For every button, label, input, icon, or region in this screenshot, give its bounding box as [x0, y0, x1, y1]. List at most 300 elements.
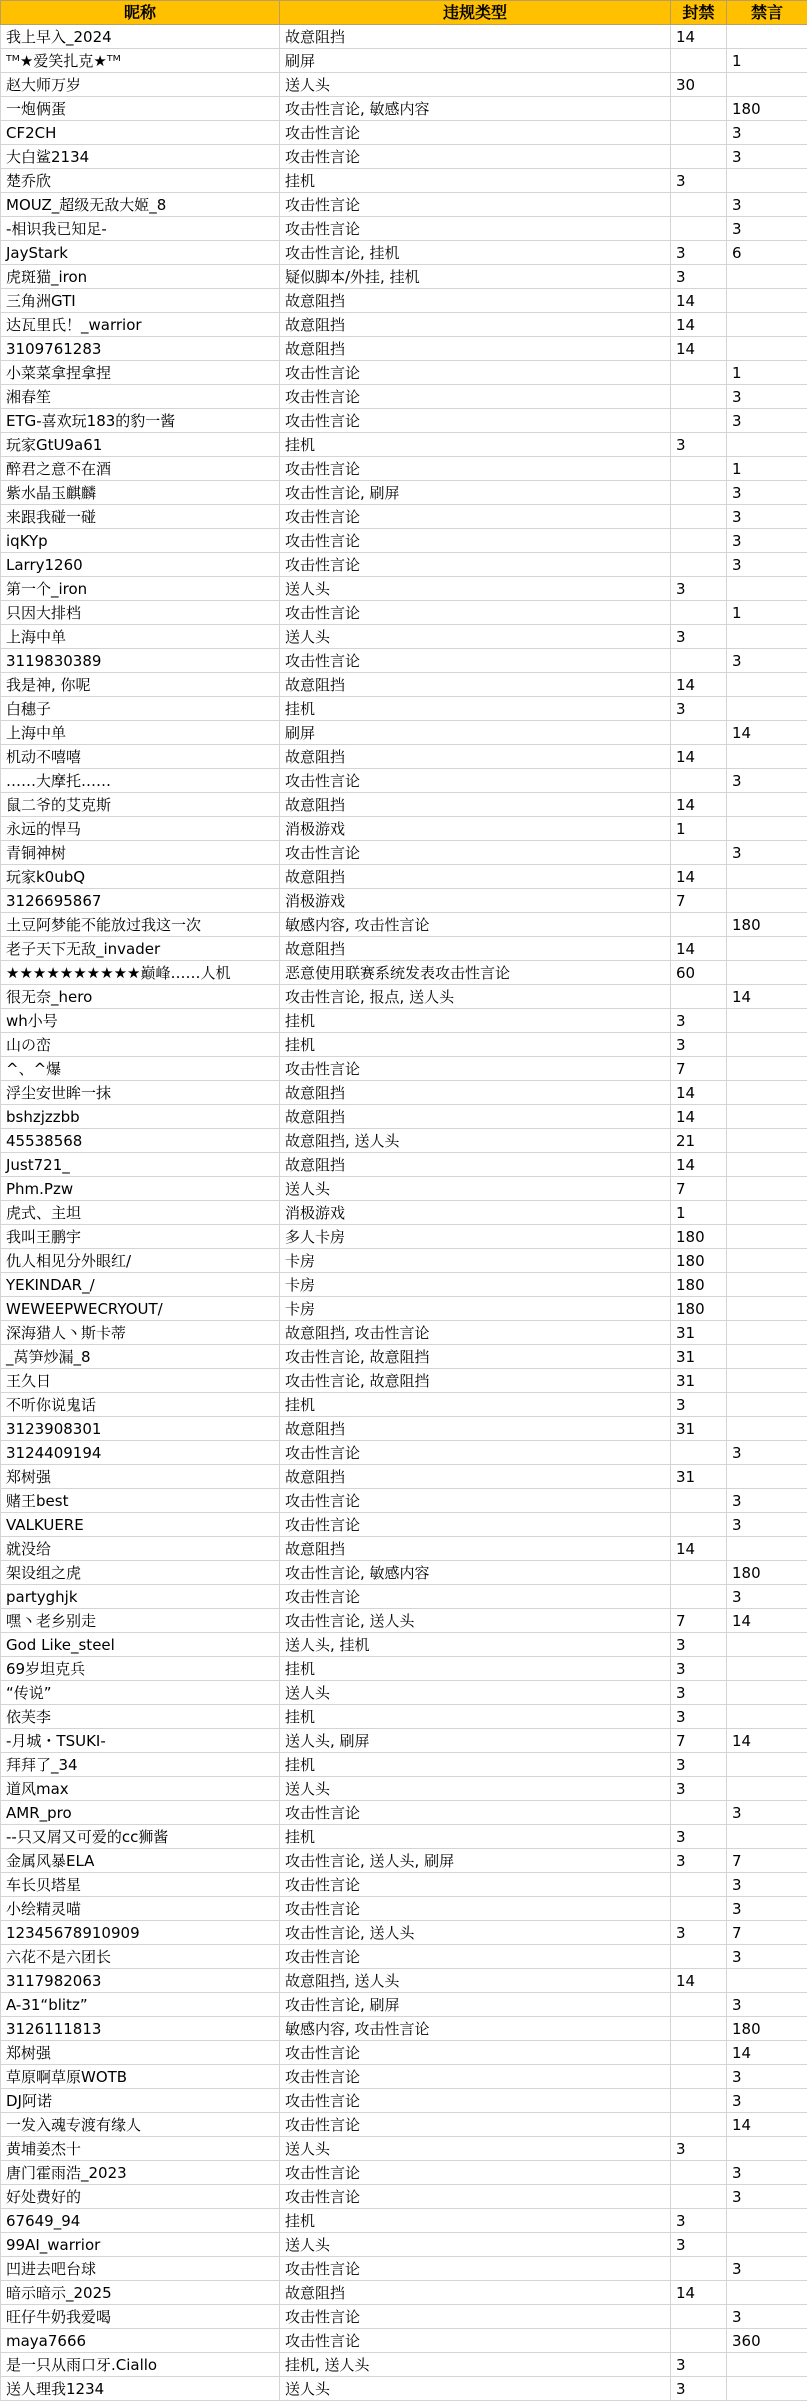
- cell-violation-type[interactable]: 挂机: [280, 1705, 671, 1729]
- cell-mute-days[interactable]: 3: [727, 193, 807, 217]
- cell-ban-days[interactable]: 3: [671, 1681, 727, 1705]
- cell-nickname[interactable]: 仇人相见分外眼红/: [1, 1249, 280, 1273]
- cell-ban-days[interactable]: 14: [671, 1105, 727, 1129]
- cell-nickname[interactable]: 不听你说鬼话: [1, 1393, 280, 1417]
- cell-mute-days[interactable]: 14: [727, 985, 807, 1009]
- cell-mute-days[interactable]: [727, 1369, 807, 1393]
- cell-nickname[interactable]: 嘿丶老乡别走: [1, 1609, 280, 1633]
- cell-ban-days[interactable]: 14: [671, 937, 727, 961]
- cell-violation-type[interactable]: 故意阻挡: [280, 1537, 671, 1561]
- cell-mute-days[interactable]: [727, 2233, 807, 2257]
- cell-nickname[interactable]: 3126111813: [1, 2017, 280, 2041]
- cell-violation-type[interactable]: 故意阻挡: [280, 289, 671, 313]
- cell-ban-days[interactable]: [671, 1945, 727, 1969]
- cell-ban-days[interactable]: 3: [671, 1657, 727, 1681]
- cell-ban-days[interactable]: 31: [671, 1369, 727, 1393]
- cell-nickname[interactable]: 赌王best: [1, 1489, 280, 1513]
- cell-mute-days[interactable]: [727, 1009, 807, 1033]
- cell-nickname[interactable]: 拜拜了_34: [1, 1753, 280, 1777]
- cell-violation-type[interactable]: 挂机: [280, 1393, 671, 1417]
- cell-nickname[interactable]: 一炮俩蛋: [1, 97, 280, 121]
- cell-ban-days[interactable]: [671, 2017, 727, 2041]
- cell-ban-days[interactable]: 7: [671, 1177, 727, 1201]
- cell-nickname[interactable]: 浮尘安世眸一抹: [1, 1081, 280, 1105]
- cell-violation-type[interactable]: 攻击性言论: [280, 1585, 671, 1609]
- cell-nickname[interactable]: 就没给: [1, 1537, 280, 1561]
- cell-mute-days[interactable]: 3: [727, 529, 807, 553]
- cell-nickname[interactable]: 3123908301: [1, 1417, 280, 1441]
- cell-mute-days[interactable]: 7: [727, 1921, 807, 1945]
- cell-mute-days[interactable]: [727, 169, 807, 193]
- cell-violation-type[interactable]: 故意阻挡: [280, 1105, 671, 1129]
- cell-nickname[interactable]: DJ阿诺: [1, 2089, 280, 2113]
- cell-nickname[interactable]: ETG-喜欢玩183的豹一酱: [1, 409, 280, 433]
- cell-nickname[interactable]: Larry1260: [1, 553, 280, 577]
- cell-nickname[interactable]: 鼠二爷的艾克斯: [1, 793, 280, 817]
- cell-violation-type[interactable]: 攻击性言论: [280, 217, 671, 241]
- cell-nickname[interactable]: VALKUERE: [1, 1513, 280, 1537]
- cell-violation-type[interactable]: 攻击性言论, 送人头: [280, 1921, 671, 1945]
- cell-violation-type[interactable]: 故意阻挡: [280, 25, 671, 49]
- cell-violation-type[interactable]: 故意阻挡: [280, 313, 671, 337]
- cell-mute-days[interactable]: [727, 337, 807, 361]
- cell-ban-days[interactable]: 14: [671, 865, 727, 889]
- cell-mute-days[interactable]: [727, 1657, 807, 1681]
- cell-ban-days[interactable]: 3: [671, 169, 727, 193]
- cell-nickname[interactable]: 上海中单: [1, 625, 280, 649]
- cell-ban-days[interactable]: [671, 2113, 727, 2137]
- cell-violation-type[interactable]: 攻击性言论: [280, 2161, 671, 2185]
- cell-mute-days[interactable]: [727, 1249, 807, 1273]
- cell-violation-type[interactable]: 攻击性言论: [280, 193, 671, 217]
- cell-violation-type[interactable]: 攻击性言论: [280, 1897, 671, 1921]
- cell-violation-type[interactable]: 攻击性言论, 刷屏: [280, 481, 671, 505]
- cell-ban-days[interactable]: 14: [671, 2281, 727, 2305]
- cell-ban-days[interactable]: 3: [671, 577, 727, 601]
- cell-nickname[interactable]: 机动不嘻嘻: [1, 745, 280, 769]
- cell-mute-days[interactable]: 3: [727, 385, 807, 409]
- cell-nickname[interactable]: 王久日: [1, 1369, 280, 1393]
- cell-mute-days[interactable]: 3: [727, 505, 807, 529]
- cell-ban-days[interactable]: 3: [671, 1393, 727, 1417]
- cell-mute-days[interactable]: [727, 673, 807, 697]
- cell-mute-days[interactable]: [727, 817, 807, 841]
- cell-nickname[interactable]: 3124409194: [1, 1441, 280, 1465]
- cell-nickname[interactable]: 楚乔欣: [1, 169, 280, 193]
- cell-ban-days[interactable]: [671, 481, 727, 505]
- cell-ban-days[interactable]: [671, 841, 727, 865]
- cell-violation-type[interactable]: 故意阻挡: [280, 865, 671, 889]
- cell-violation-type[interactable]: 送人头: [280, 2233, 671, 2257]
- cell-mute-days[interactable]: 1: [727, 601, 807, 625]
- cell-violation-type[interactable]: 攻击性言论, 送人头: [280, 1609, 671, 1633]
- cell-nickname[interactable]: 玩家GtU9a61: [1, 433, 280, 457]
- cell-ban-days[interactable]: [671, 2089, 727, 2113]
- cell-ban-days[interactable]: 3: [671, 2377, 727, 2401]
- cell-mute-days[interactable]: [727, 1105, 807, 1129]
- cell-ban-days[interactable]: [671, 649, 727, 673]
- cell-nickname[interactable]: 旺仔牛奶我爱喝: [1, 2305, 280, 2329]
- cell-violation-type[interactable]: 攻击性言论: [280, 529, 671, 553]
- cell-ban-days[interactable]: [671, 1441, 727, 1465]
- cell-violation-type[interactable]: 攻击性言论: [280, 2113, 671, 2137]
- cell-violation-type[interactable]: 攻击性言论: [280, 1801, 671, 1825]
- cell-nickname[interactable]: 依芙李: [1, 1705, 280, 1729]
- cell-ban-days[interactable]: 3: [671, 241, 727, 265]
- cell-violation-type[interactable]: 卡房: [280, 1249, 671, 1273]
- cell-mute-days[interactable]: 3: [727, 2161, 807, 2185]
- cell-ban-days[interactable]: 60: [671, 961, 727, 985]
- cell-violation-type[interactable]: 送人头, 刷屏: [280, 1729, 671, 1753]
- cell-nickname[interactable]: 上海中单: [1, 721, 280, 745]
- cell-nickname[interactable]: 我上早入_2024: [1, 25, 280, 49]
- cell-nickname[interactable]: 黄埔姜杰十: [1, 2137, 280, 2161]
- cell-mute-days[interactable]: 3: [727, 1993, 807, 2017]
- cell-violation-type[interactable]: 攻击性言论, 敏感内容: [280, 97, 671, 121]
- cell-mute-days[interactable]: 3: [727, 1945, 807, 1969]
- cell-ban-days[interactable]: 31: [671, 1345, 727, 1369]
- cell-violation-type[interactable]: 故意阻挡: [280, 1417, 671, 1441]
- cell-ban-days[interactable]: [671, 1897, 727, 1921]
- cell-mute-days[interactable]: [727, 1681, 807, 1705]
- cell-mute-days[interactable]: [727, 289, 807, 313]
- cell-ban-days[interactable]: 3: [671, 2353, 727, 2377]
- cell-ban-days[interactable]: 3: [671, 1009, 727, 1033]
- cell-ban-days[interactable]: 3: [671, 2137, 727, 2161]
- cell-violation-type[interactable]: 刷屏: [280, 721, 671, 745]
- cell-ban-days[interactable]: 14: [671, 1537, 727, 1561]
- cell-mute-days[interactable]: [727, 1345, 807, 1369]
- cell-ban-days[interactable]: [671, 2329, 727, 2353]
- cell-mute-days[interactable]: [727, 1825, 807, 1849]
- cell-violation-type[interactable]: 挂机: [280, 1009, 671, 1033]
- cell-nickname[interactable]: 3126695867: [1, 889, 280, 913]
- cell-ban-days[interactable]: 1: [671, 1201, 727, 1225]
- cell-violation-type[interactable]: 攻击性言论: [280, 2185, 671, 2209]
- cell-mute-days[interactable]: 6: [727, 241, 807, 265]
- cell-ban-days[interactable]: 180: [671, 1273, 727, 1297]
- cell-mute-days[interactable]: [727, 2137, 807, 2161]
- cell-ban-days[interactable]: 180: [671, 1249, 727, 1273]
- header-ban-days[interactable]: 封禁: [671, 1, 727, 25]
- cell-ban-days[interactable]: 14: [671, 745, 727, 769]
- cell-ban-days[interactable]: [671, 553, 727, 577]
- cell-nickname[interactable]: “传说”: [1, 1681, 280, 1705]
- cell-nickname[interactable]: CF2CH: [1, 121, 280, 145]
- cell-mute-days[interactable]: 3: [727, 121, 807, 145]
- cell-violation-type[interactable]: 故意阻挡: [280, 337, 671, 361]
- cell-ban-days[interactable]: [671, 1585, 727, 1609]
- cell-nickname[interactable]: 金属风暴ELA: [1, 1849, 280, 1873]
- cell-violation-type[interactable]: 攻击性言论: [280, 1873, 671, 1897]
- cell-nickname[interactable]: 道风max: [1, 1777, 280, 1801]
- cell-ban-days[interactable]: [671, 2305, 727, 2329]
- cell-mute-days[interactable]: [727, 1777, 807, 1801]
- cell-ban-days[interactable]: [671, 49, 727, 73]
- cell-ban-days[interactable]: 7: [671, 1729, 727, 1753]
- cell-violation-type[interactable]: 送人头: [280, 1681, 671, 1705]
- cell-ban-days[interactable]: 3: [671, 1849, 727, 1873]
- cell-ban-days[interactable]: [671, 1993, 727, 2017]
- cell-ban-days[interactable]: 14: [671, 1153, 727, 1177]
- cell-ban-days[interactable]: [671, 145, 727, 169]
- cell-nickname[interactable]: 一发入魂专渡有缘人: [1, 2113, 280, 2137]
- cell-nickname[interactable]: 永远的悍马: [1, 817, 280, 841]
- cell-mute-days[interactable]: [727, 937, 807, 961]
- cell-nickname[interactable]: God Like_steel: [1, 1633, 280, 1657]
- cell-violation-type[interactable]: 攻击性言论, 故意阻挡: [280, 1369, 671, 1393]
- cell-mute-days[interactable]: 14: [727, 1609, 807, 1633]
- cell-nickname[interactable]: 第一个_iron: [1, 577, 280, 601]
- cell-nickname[interactable]: YEKINDAR_/: [1, 1273, 280, 1297]
- cell-nickname[interactable]: wh小号: [1, 1009, 280, 1033]
- cell-violation-type[interactable]: 攻击性言论: [280, 505, 671, 529]
- cell-mute-days[interactable]: [727, 1153, 807, 1177]
- cell-ban-days[interactable]: [671, 1561, 727, 1585]
- cell-ban-days[interactable]: [671, 385, 727, 409]
- cell-nickname[interactable]: 白穗子: [1, 697, 280, 721]
- cell-ban-days[interactable]: 7: [671, 889, 727, 913]
- cell-nickname[interactable]: maya7666: [1, 2329, 280, 2353]
- cell-violation-type[interactable]: 攻击性言论: [280, 1441, 671, 1465]
- cell-ban-days[interactable]: [671, 1513, 727, 1537]
- cell-mute-days[interactable]: 3: [727, 2185, 807, 2209]
- cell-mute-days[interactable]: [727, 1753, 807, 1777]
- cell-mute-days[interactable]: [727, 625, 807, 649]
- cell-nickname[interactable]: 郑树强: [1, 2041, 280, 2065]
- cell-ban-days[interactable]: [671, 193, 727, 217]
- cell-violation-type[interactable]: 送人头: [280, 1777, 671, 1801]
- cell-mute-days[interactable]: 3: [727, 2305, 807, 2329]
- cell-ban-days[interactable]: [671, 2065, 727, 2089]
- cell-mute-days[interactable]: [727, 313, 807, 337]
- cell-violation-type[interactable]: 送人头: [280, 625, 671, 649]
- cell-mute-days[interactable]: 3: [727, 2089, 807, 2113]
- cell-violation-type[interactable]: 刷屏: [280, 49, 671, 73]
- cell-mute-days[interactable]: [727, 1969, 807, 1993]
- cell-violation-type[interactable]: 消极游戏: [280, 889, 671, 913]
- cell-mute-days[interactable]: [727, 1537, 807, 1561]
- cell-violation-type[interactable]: 挂机: [280, 1657, 671, 1681]
- cell-violation-type[interactable]: 卡房: [280, 1297, 671, 1321]
- cell-ban-days[interactable]: 3: [671, 697, 727, 721]
- cell-violation-type[interactable]: 挂机, 送人头: [280, 2353, 671, 2377]
- cell-mute-days[interactable]: 1: [727, 457, 807, 481]
- cell-ban-days[interactable]: 180: [671, 1297, 727, 1321]
- cell-ban-days[interactable]: [671, 121, 727, 145]
- cell-violation-type[interactable]: 卡房: [280, 1273, 671, 1297]
- cell-nickname[interactable]: 深海猎人丶斯卡蒂: [1, 1321, 280, 1345]
- cell-violation-type[interactable]: 送人头: [280, 577, 671, 601]
- cell-violation-type[interactable]: 送人头, 挂机: [280, 1633, 671, 1657]
- cell-nickname[interactable]: WEWEEPWECRYOUT/: [1, 1297, 280, 1321]
- cell-mute-days[interactable]: 3: [727, 769, 807, 793]
- cell-mute-days[interactable]: 3: [727, 1801, 807, 1825]
- cell-violation-type[interactable]: 挂机: [280, 697, 671, 721]
- cell-mute-days[interactable]: 180: [727, 2017, 807, 2041]
- cell-ban-days[interactable]: 30: [671, 73, 727, 97]
- cell-nickname[interactable]: AMR_pro: [1, 1801, 280, 1825]
- cell-nickname[interactable]: 是一只从雨口牙.Ciallo: [1, 2353, 280, 2377]
- cell-ban-days[interactable]: 14: [671, 1081, 727, 1105]
- cell-violation-type[interactable]: 攻击性言论: [280, 769, 671, 793]
- cell-ban-days[interactable]: [671, 529, 727, 553]
- cell-mute-days[interactable]: [727, 793, 807, 817]
- cell-nickname[interactable]: 3117982063: [1, 1969, 280, 1993]
- cell-mute-days[interactable]: 14: [727, 2113, 807, 2137]
- header-violation-type[interactable]: 违规类型: [280, 1, 671, 25]
- cell-nickname[interactable]: 醉君之意不在酒: [1, 457, 280, 481]
- cell-nickname[interactable]: bshzjzzbb: [1, 1105, 280, 1129]
- cell-nickname[interactable]: 凹进去吧台球: [1, 2257, 280, 2281]
- cell-nickname[interactable]: 12345678910909: [1, 1921, 280, 1945]
- cell-mute-days[interactable]: [727, 1417, 807, 1441]
- cell-ban-days[interactable]: [671, 913, 727, 937]
- cell-ban-days[interactable]: [671, 2161, 727, 2185]
- cell-violation-type[interactable]: 挂机: [280, 1033, 671, 1057]
- cell-violation-type[interactable]: 攻击性言论: [280, 553, 671, 577]
- cell-ban-days[interactable]: [671, 769, 727, 793]
- cell-nickname[interactable]: 土豆阿梦能不能放过我这一次: [1, 913, 280, 937]
- cell-violation-type[interactable]: 故意阻挡: [280, 673, 671, 697]
- cell-nickname[interactable]: 青铜神树: [1, 841, 280, 865]
- cell-ban-days[interactable]: 14: [671, 337, 727, 361]
- cell-ban-days[interactable]: 14: [671, 313, 727, 337]
- cell-mute-days[interactable]: 3: [727, 649, 807, 673]
- cell-violation-type[interactable]: 送人头: [280, 73, 671, 97]
- cell-mute-days[interactable]: [727, 1705, 807, 1729]
- cell-mute-days[interactable]: [727, 745, 807, 769]
- cell-violation-type[interactable]: 送人头: [280, 1177, 671, 1201]
- cell-ban-days[interactable]: [671, 505, 727, 529]
- cell-violation-type[interactable]: 挂机: [280, 1825, 671, 1849]
- cell-nickname[interactable]: ★★★★★★★★★★巅峰……人机: [1, 961, 280, 985]
- cell-nickname[interactable]: 我是神, 你呢: [1, 673, 280, 697]
- cell-mute-days[interactable]: 3: [727, 2257, 807, 2281]
- cell-violation-type[interactable]: 攻击性言论: [280, 2329, 671, 2353]
- cell-violation-type[interactable]: 送人头: [280, 2377, 671, 2401]
- cell-nickname[interactable]: -月城・TSUKI-: [1, 1729, 280, 1753]
- header-nickname[interactable]: 昵称: [1, 1, 280, 25]
- cell-nickname[interactable]: 大白鲨2134: [1, 145, 280, 169]
- cell-violation-type[interactable]: 攻击性言论: [280, 649, 671, 673]
- cell-nickname[interactable]: 暗示暗示_2025: [1, 2281, 280, 2305]
- cell-ban-days[interactable]: [671, 1801, 727, 1825]
- cell-nickname[interactable]: 来跟我碰一碰: [1, 505, 280, 529]
- cell-nickname[interactable]: Just721_: [1, 1153, 280, 1177]
- cell-nickname[interactable]: 车长贝塔星: [1, 1873, 280, 1897]
- cell-ban-days[interactable]: 3: [671, 1825, 727, 1849]
- cell-mute-days[interactable]: [727, 433, 807, 457]
- cell-mute-days[interactable]: 180: [727, 913, 807, 937]
- cell-ban-days[interactable]: [671, 2041, 727, 2065]
- cell-violation-type[interactable]: 敏感内容, 攻击性言论: [280, 913, 671, 937]
- cell-violation-type[interactable]: 故意阻挡: [280, 937, 671, 961]
- cell-mute-days[interactable]: 14: [727, 2041, 807, 2065]
- cell-violation-type[interactable]: 多人卡房: [280, 1225, 671, 1249]
- cell-mute-days[interactable]: 3: [727, 2065, 807, 2089]
- cell-violation-type[interactable]: 攻击性言论, 报点, 送人头: [280, 985, 671, 1009]
- cell-nickname[interactable]: 老子天下无敌_invader: [1, 937, 280, 961]
- cell-ban-days[interactable]: 3: [671, 1777, 727, 1801]
- cell-nickname[interactable]: 赵大师万岁: [1, 73, 280, 97]
- cell-nickname[interactable]: 达瓦里氏！_warrior: [1, 313, 280, 337]
- cell-violation-type[interactable]: 送人头: [280, 2137, 671, 2161]
- cell-nickname[interactable]: MOUZ_超级无敌大姬_8: [1, 193, 280, 217]
- cell-ban-days[interactable]: [671, 601, 727, 625]
- cell-violation-type[interactable]: 攻击性言论, 敏感内容: [280, 1561, 671, 1585]
- cell-nickname[interactable]: 紫水晶玉麒麟: [1, 481, 280, 505]
- cell-violation-type[interactable]: 攻击性言论: [280, 145, 671, 169]
- cell-mute-days[interactable]: [727, 1033, 807, 1057]
- cell-ban-days[interactable]: [671, 1873, 727, 1897]
- cell-nickname[interactable]: ……大摩托……: [1, 769, 280, 793]
- cell-violation-type[interactable]: 攻击性言论: [280, 841, 671, 865]
- cell-violation-type[interactable]: 故意阻挡: [280, 2281, 671, 2305]
- cell-ban-days[interactable]: 3: [671, 1921, 727, 1945]
- cell-nickname[interactable]: 玩家k0ubQ: [1, 865, 280, 889]
- cell-nickname[interactable]: 郑树强: [1, 1465, 280, 1489]
- cell-ban-days[interactable]: [671, 409, 727, 433]
- cell-mute-days[interactable]: 3: [727, 145, 807, 169]
- cell-nickname[interactable]: iqKYp: [1, 529, 280, 553]
- cell-nickname[interactable]: -相识我已知足-: [1, 217, 280, 241]
- cell-ban-days[interactable]: 7: [671, 1057, 727, 1081]
- cell-ban-days[interactable]: [671, 721, 727, 745]
- cell-mute-days[interactable]: [727, 1633, 807, 1657]
- cell-nickname[interactable]: JayStark: [1, 241, 280, 265]
- cell-violation-type[interactable]: 消极游戏: [280, 817, 671, 841]
- cell-nickname[interactable]: 架设组之虎: [1, 1561, 280, 1585]
- cell-violation-type[interactable]: 攻击性言论: [280, 2041, 671, 2065]
- cell-mute-days[interactable]: [727, 1225, 807, 1249]
- cell-ban-days[interactable]: 3: [671, 625, 727, 649]
- cell-ban-days[interactable]: [671, 97, 727, 121]
- cell-ban-days[interactable]: 3: [671, 1705, 727, 1729]
- cell-ban-days[interactable]: [671, 361, 727, 385]
- cell-nickname[interactable]: 虎式、主坦: [1, 1201, 280, 1225]
- cell-nickname[interactable]: 草原啊草原WOTB: [1, 2065, 280, 2089]
- cell-mute-days[interactable]: [727, 2353, 807, 2377]
- cell-violation-type[interactable]: 攻击性言论, 送人头, 刷屏: [280, 1849, 671, 1873]
- cell-mute-days[interactable]: 3: [727, 217, 807, 241]
- cell-mute-days[interactable]: [727, 1129, 807, 1153]
- cell-ban-days[interactable]: 7: [671, 1609, 727, 1633]
- cell-violation-type[interactable]: 攻击性言论, 挂机: [280, 241, 671, 265]
- cell-violation-type[interactable]: 疑似脚本/外挂, 挂机: [280, 265, 671, 289]
- cell-violation-type[interactable]: 消极游戏: [280, 1201, 671, 1225]
- cell-ban-days[interactable]: 3: [671, 1633, 727, 1657]
- cell-mute-days[interactable]: [727, 1201, 807, 1225]
- cell-mute-days[interactable]: 3: [727, 1873, 807, 1897]
- cell-ban-days[interactable]: [671, 985, 727, 1009]
- cell-mute-days[interactable]: 1: [727, 49, 807, 73]
- cell-mute-days[interactable]: 1: [727, 361, 807, 385]
- cell-violation-type[interactable]: 攻击性言论: [280, 1513, 671, 1537]
- cell-nickname[interactable]: ᵀᴹ★爱笑扎克★ᵀᴹ: [1, 49, 280, 73]
- cell-violation-type[interactable]: 攻击性言论: [280, 385, 671, 409]
- cell-mute-days[interactable]: [727, 1081, 807, 1105]
- cell-violation-type[interactable]: 攻击性言论: [280, 2257, 671, 2281]
- cell-nickname[interactable]: Phm.Pzw: [1, 1177, 280, 1201]
- cell-nickname[interactable]: 山の峦: [1, 1033, 280, 1057]
- cell-mute-days[interactable]: [727, 1177, 807, 1201]
- cell-violation-type[interactable]: 挂机: [280, 2209, 671, 2233]
- cell-mute-days[interactable]: [727, 1321, 807, 1345]
- cell-ban-days[interactable]: 21: [671, 1129, 727, 1153]
- cell-violation-type[interactable]: 故意阻挡: [280, 793, 671, 817]
- cell-violation-type[interactable]: 攻击性言论: [280, 2065, 671, 2089]
